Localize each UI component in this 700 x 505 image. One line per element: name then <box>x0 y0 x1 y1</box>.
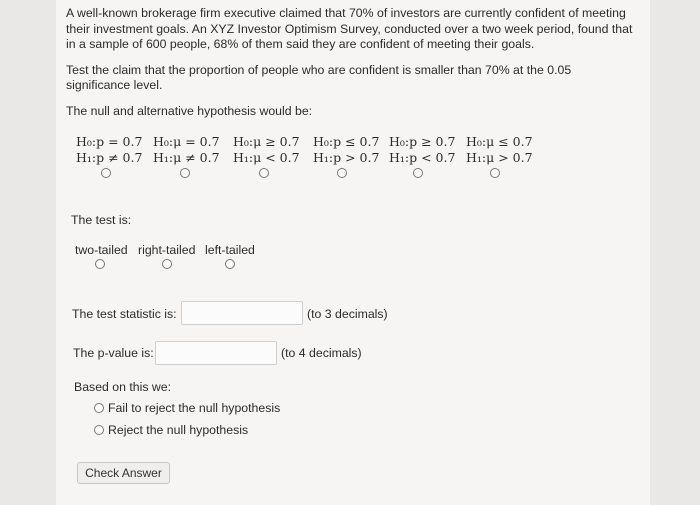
hypothesis-alt-1: H₁:p ≠ 0.7 <box>76 150 143 165</box>
p-value-label: The p-value is: <box>73 346 154 360</box>
test-statistic-input[interactable] <box>181 301 303 325</box>
test-statistic-label: The test statistic is: <box>72 307 177 321</box>
problem-text <box>66 6 636 129</box>
conclusion-option-reject[interactable]: Reject the null hypothesis <box>108 423 249 437</box>
hypothesis-radio-5[interactable] <box>413 168 423 178</box>
test-statistic-hint: (to 3 decimals) <box>307 307 388 321</box>
conclusion-option-fail-to-reject[interactable]: Fail to reject the null hypothesis <box>108 401 281 415</box>
conclusion-prompt: Based on this we: <box>74 380 172 394</box>
test-radio-two-tailed[interactable] <box>95 259 105 269</box>
hypothesis-null-6: H₀:μ ≤ 0.7 <box>466 134 533 149</box>
p-value-input[interactable] <box>155 341 277 365</box>
test-option-right-tailed: right-tailed <box>138 243 196 257</box>
hypothesis-alt-2: H₁:μ ≠ 0.7 <box>153 150 220 165</box>
conclusion-radio-fail-to-reject[interactable] <box>94 403 104 413</box>
test-option-two-tailed: two-tailed <box>75 243 128 257</box>
hypothesis-radio-2[interactable] <box>180 168 190 178</box>
hypothesis-null-5: H₀:p ≥ 0.7 <box>389 134 456 149</box>
problem-paragraph-1: A well-known brokerage firm executive claimed that 70% of investors are currently confident of meeting their investment goals. An XYZ Investor Optimism Survey, conducted over a two week period, found that in a sample of 600 people, 68% of them said they are confident of meeting their goals. <box>66 6 633 51</box>
hypothesis-alt-3: H₁:μ < 0.7 <box>233 150 300 165</box>
hypothesis-radio-4[interactable] <box>337 168 347 178</box>
hypothesis-null-1: H₀:p = 0.7 <box>76 134 143 149</box>
hypothesis-radio-3[interactable] <box>259 168 269 178</box>
hypothesis-null-2: H₀:μ = 0.7 <box>153 134 220 149</box>
check-answer-button[interactable]: Check Answer <box>77 462 170 484</box>
hypothesis-radio-1[interactable] <box>101 168 111 178</box>
hypothesis-prompt: The null and alternative hypothesis would be: <box>66 103 313 118</box>
hypothesis-alt-6: H₁:μ > 0.7 <box>466 150 533 165</box>
hypothesis-null-4: H₀:p ≤ 0.7 <box>313 134 380 149</box>
question-page <box>56 0 650 505</box>
problem-paragraph-2: Test the claim that the proportion of people who are confident is smaller than 70% at the 0.05 significance level. <box>66 62 572 92</box>
hypothesis-null-3: H₀:μ ≥ 0.7 <box>233 134 300 149</box>
test-radio-right-tailed[interactable] <box>162 259 172 269</box>
hypothesis-alt-5: H₁:p < 0.7 <box>389 150 456 165</box>
conclusion-radio-reject[interactable] <box>94 425 104 435</box>
hypothesis-alt-4: H₁:p > 0.7 <box>313 150 380 165</box>
test-option-left-tailed: left-tailed <box>205 243 255 257</box>
hypothesis-radio-6[interactable] <box>490 168 500 178</box>
test-type-prompt: The test is: <box>71 213 132 227</box>
null-hypotheses-row <box>76 134 596 150</box>
alt-hypotheses-row <box>76 150 596 166</box>
p-value-hint: (to 4 decimals) <box>281 346 362 360</box>
test-radio-left-tailed[interactable] <box>225 259 235 269</box>
